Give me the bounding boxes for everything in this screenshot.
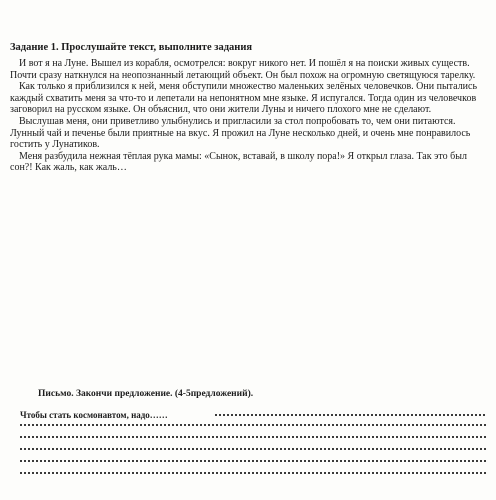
passage-paragraph-1: И вот я на Луне. Вышел из корабля, осмотрелся: вокруг никого нет. И пошёл я на поиски живых существ. Почти сразу наткнулся на неопознанный летающий объект. Он был похож на огромную светящуюся тарелку.	[10, 58, 476, 81]
passage-paragraph-3: Выслушав меня, они приветливо улыбнулись и пригласили за стол попробовать то, чем они питаются. Лунный чай и печенье были приятные на вкус. Я прожил на Луне несколько дней, и очень мне понравилось гостить у Лунатиков.	[10, 115, 471, 151]
answer-line-5[interactable]	[20, 460, 486, 462]
passage-paragraph-2: Как только я приблизился к ней, меня обступили множество маленьких зелёных человечков. Они пытались каждый схватить меня за что-то и лепетали на непонятном мне языке. Я испугался. Тогда один из человечков заговорил на русском языке. Он объяснил, что они жители Луны и ничего плохого мне не сделают.	[10, 81, 478, 116]
answer-line-1[interactable]	[215, 414, 485, 416]
answer-line-2[interactable]	[20, 424, 486, 426]
sentence-prompt: Чтобы стать космонавтом, надо……	[20, 410, 168, 420]
task-title: Задание 1. Прослушайте текст, выполните задания	[10, 42, 253, 53]
answer-line-6[interactable]	[20, 472, 486, 474]
letter-task-title: Письмо. Закончи предложение. (4-5предложений).	[38, 389, 254, 399]
answer-line-3[interactable]	[20, 436, 486, 438]
passage-paragraph-4: Меня разбудила нежная тёплая рука мамы: «Сынок, вставай, в школу пора!» Я открыл глаза. Так это был сон?! Как жаль, как жаль…	[10, 150, 467, 174]
answer-line-4[interactable]	[20, 448, 486, 450]
